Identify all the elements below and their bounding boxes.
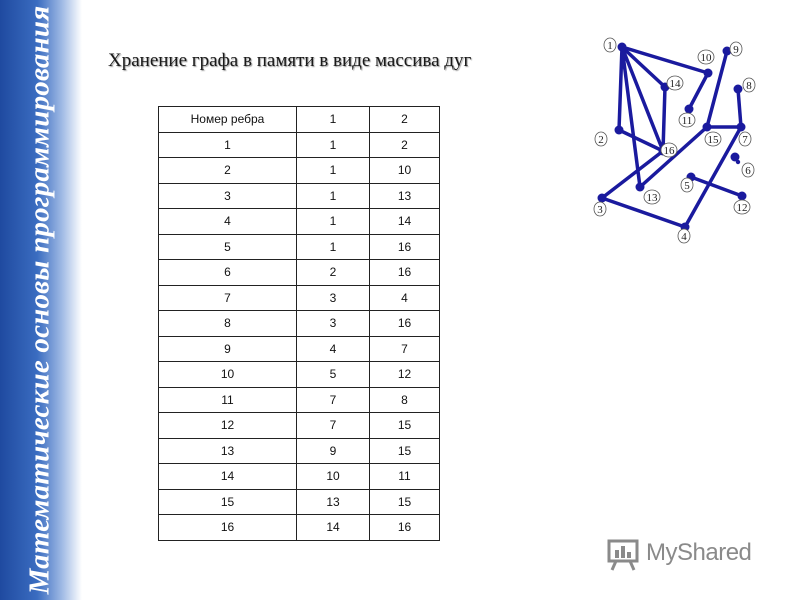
graph-node-15 bbox=[703, 123, 712, 132]
table-row bbox=[159, 515, 440, 541]
table-row bbox=[159, 387, 440, 413]
table-cell: 14 bbox=[297, 515, 370, 541]
graph-node-8 bbox=[734, 85, 743, 94]
table-cell: 3 bbox=[297, 311, 370, 337]
graph-node-13 bbox=[636, 183, 645, 192]
table-cell: 13 bbox=[297, 489, 370, 515]
table-cell: 4 bbox=[159, 209, 297, 235]
myshared-logo bbox=[606, 536, 766, 572]
graph-node-label: 7 bbox=[742, 134, 748, 146]
logo-text: MyShared bbox=[646, 539, 752, 566]
table-row bbox=[159, 489, 440, 515]
table-cell: 13 bbox=[159, 438, 297, 464]
table-row bbox=[159, 285, 440, 311]
graph-node-label: 16 bbox=[663, 145, 675, 157]
graph-node-label: 14 bbox=[669, 78, 681, 90]
graph-node-7 bbox=[737, 123, 746, 132]
sidebar bbox=[0, 0, 82, 600]
table-cell: 10 bbox=[370, 158, 440, 184]
table-cell: 14 bbox=[370, 209, 440, 235]
header-cell: Номер ребра bbox=[159, 107, 297, 133]
table-row bbox=[159, 336, 440, 362]
table-row bbox=[159, 260, 440, 286]
table-cell: 5 bbox=[159, 234, 297, 260]
header-cell: 1 bbox=[297, 107, 370, 133]
table-cell: 3 bbox=[159, 183, 297, 209]
graph-edge-7 bbox=[602, 198, 685, 227]
graph-node-12 bbox=[738, 192, 747, 201]
graph-node-label: 12 bbox=[736, 202, 748, 214]
table-cell: 16 bbox=[370, 515, 440, 541]
header-cell: 2 bbox=[370, 107, 440, 133]
table-cell: 7 bbox=[297, 387, 370, 413]
table-cell: 15 bbox=[370, 489, 440, 515]
table-cell: 10 bbox=[159, 362, 297, 388]
table-cell: 15 bbox=[159, 489, 297, 515]
graph-node-3 bbox=[598, 194, 607, 203]
table-header-row bbox=[159, 107, 440, 133]
table-cell: 1 bbox=[297, 234, 370, 260]
graph-node-11 bbox=[685, 105, 694, 114]
graph-node-label: 3 bbox=[597, 204, 603, 216]
table-cell: 16 bbox=[159, 515, 297, 541]
table-cell: 12 bbox=[370, 362, 440, 388]
graph-edge-1 bbox=[619, 47, 622, 130]
table-cell: 8 bbox=[370, 387, 440, 413]
graph-node-label: 2 bbox=[598, 134, 604, 146]
table-cell: 2 bbox=[370, 132, 440, 158]
table-cell: 4 bbox=[297, 336, 370, 362]
table-cell: 1 bbox=[297, 183, 370, 209]
graph-node-label: 10 bbox=[700, 52, 712, 64]
graph-node-label: 1 bbox=[607, 40, 613, 52]
table-cell: 2 bbox=[297, 260, 370, 286]
table-cell: 11 bbox=[370, 464, 440, 490]
table-cell: 15 bbox=[370, 413, 440, 439]
graph-edge-14 bbox=[689, 73, 708, 109]
graph-node-label: 15 bbox=[707, 134, 719, 146]
table-cell: 11 bbox=[159, 387, 297, 413]
slide-title: Хранение графа в памяти в виде массива дуг bbox=[108, 50, 472, 71]
table-cell: 16 bbox=[370, 234, 440, 260]
graph-edge-10 bbox=[691, 177, 742, 196]
table-cell: 1 bbox=[297, 209, 370, 235]
table-row bbox=[159, 464, 440, 490]
table-row bbox=[159, 183, 440, 209]
graph-edge-11 bbox=[738, 89, 741, 127]
graph-node-1 bbox=[618, 43, 627, 52]
graph-node-10 bbox=[704, 69, 713, 78]
table-cell: 9 bbox=[297, 438, 370, 464]
table-cell: 13 bbox=[370, 183, 440, 209]
graph-node-2 bbox=[615, 126, 624, 135]
graph-node-label: 9 bbox=[733, 44, 739, 56]
table-row bbox=[159, 234, 440, 260]
graph-node-label: 11 bbox=[681, 115, 693, 127]
table-cell: 1 bbox=[297, 158, 370, 184]
table-cell: 10 bbox=[297, 464, 370, 490]
table-row bbox=[159, 413, 440, 439]
table-cell: 3 bbox=[297, 285, 370, 311]
table-cell: 4 bbox=[370, 285, 440, 311]
table-cell: 7 bbox=[297, 413, 370, 439]
table-row bbox=[159, 132, 440, 158]
graph-node-label: 5 bbox=[684, 180, 690, 192]
table-cell: 1 bbox=[159, 132, 297, 158]
table-cell: 14 bbox=[159, 464, 297, 490]
table-row bbox=[159, 158, 440, 184]
table-cell: 7 bbox=[370, 336, 440, 362]
graph-node-label: 8 bbox=[746, 80, 752, 92]
table-cell: 2 bbox=[159, 158, 297, 184]
table-cell: 8 bbox=[159, 311, 297, 337]
presentation-board-icon bbox=[606, 536, 642, 572]
table-cell: 12 bbox=[159, 413, 297, 439]
table-cell: 7 bbox=[159, 285, 297, 311]
arc-array-table bbox=[158, 106, 440, 541]
table-cell: 16 bbox=[370, 260, 440, 286]
graph-node-label: 13 bbox=[646, 192, 658, 204]
graph-diagram bbox=[585, 35, 770, 250]
table-cell: 6 bbox=[159, 260, 297, 286]
table-row bbox=[159, 311, 440, 337]
graph-edge-16 bbox=[663, 87, 665, 151]
table-cell: 1 bbox=[297, 132, 370, 158]
sidebar-title: Математические основы программирования bbox=[23, 5, 56, 595]
table-cell: 15 bbox=[370, 438, 440, 464]
table-cell: 9 bbox=[159, 336, 297, 362]
graph-node-6 bbox=[731, 153, 740, 162]
graph-node-label: 6 bbox=[745, 165, 751, 177]
table-cell: 5 bbox=[297, 362, 370, 388]
table-cell: 16 bbox=[370, 311, 440, 337]
table-row bbox=[159, 209, 440, 235]
table-row bbox=[159, 438, 440, 464]
table-row bbox=[159, 362, 440, 388]
graph-node-label: 4 bbox=[681, 231, 687, 243]
